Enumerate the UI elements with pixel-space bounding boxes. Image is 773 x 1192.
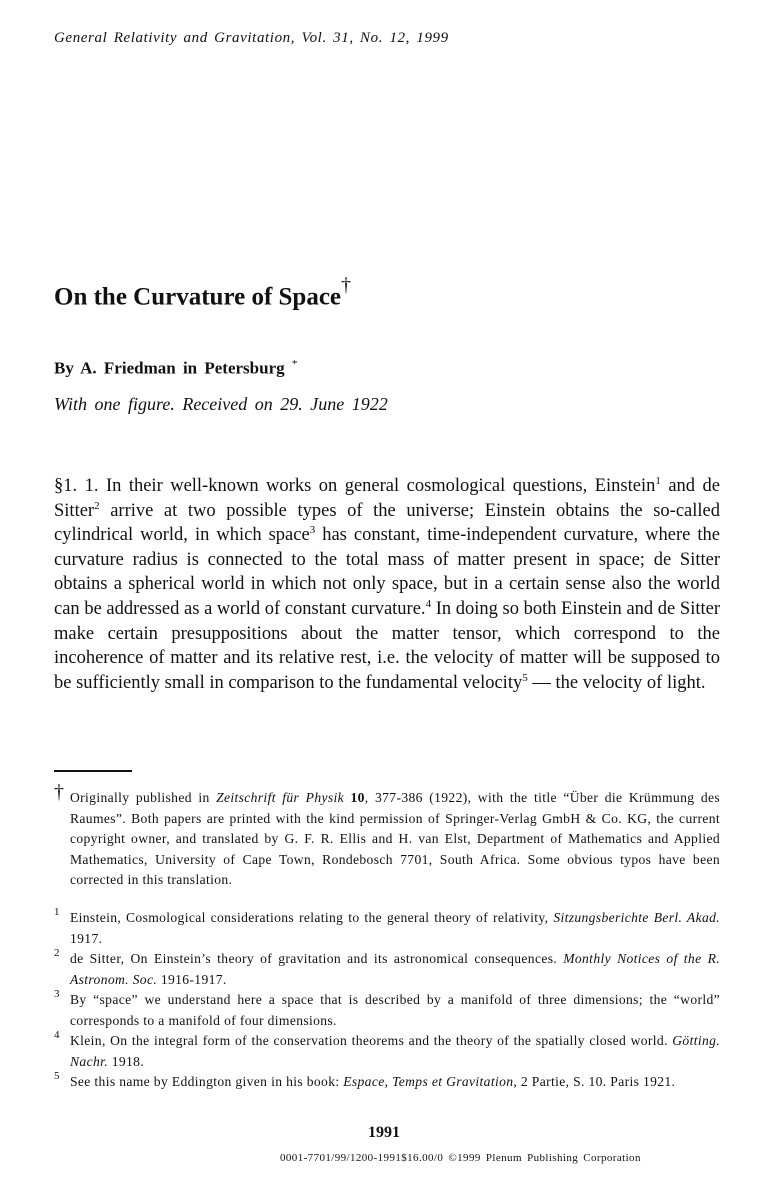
footnote-mark: 4	[54, 1029, 60, 1041]
author-byline	[54, 358, 297, 379]
title-text: On the Curvature of Space	[54, 283, 342, 311]
footnote-source: Götting. Nachr.	[70, 1033, 720, 1069]
body-text: §1. 1. In their well-known works on general cosmological questions, Einstein	[54, 476, 656, 496]
footnote-mark: 5	[54, 1070, 60, 1082]
author-text: By A. Friedman in Petersburg	[54, 358, 285, 378]
footnote-text: Klein, On the integral form of the conservation theorems and the theory of the spatially closed world.	[70, 1033, 673, 1048]
body-text: — the velocity of light.	[527, 672, 706, 693]
body-text: In doing so both Einstein and de Sitter make certain presuppositions about the matter tensor, which correspond to the incoherence of matter and its relative rest, i.e. the velocity of matter will be supposed to be sufficiently small in comparison to the fundamental velocity	[54, 598, 720, 693]
received-line: With one figure. Received on 29. June 1922	[54, 394, 388, 414]
footnote-text: 1916-1917.	[157, 971, 227, 987]
footnote-text: Einstein, Cosmological considerations relating to the general theory of relativity,	[70, 910, 554, 925]
footnote-1	[54, 908, 720, 949]
footnote-mark: 3	[54, 988, 60, 1000]
footnote-3	[54, 990, 720, 1031]
body-text: and de Sitter	[54, 476, 720, 521]
footnote-text: , 377-386 (1922), with the title “Über die Krümmung des Raumes”. Both papers are printed with the kind permission of Springer-Verlag GmbH & Co. KG, the current copyright owner, and translated by G. F. R. Ellis and H. van Elst, Department of Mathematics and Applied Mathematics, University of Cape Town, Rondebosch 7701, South Africa. Some obvious typos have been corrected in this translation.	[70, 790, 721, 888]
page-number: 1991	[368, 1124, 400, 1141]
footnote-2	[54, 949, 720, 990]
footnote-source: Sitzungsberichte Berl. Akad.	[553, 910, 720, 925]
footnote-ref: 2	[94, 499, 100, 512]
footnote-text: de Sitter, On Einstein’s theory of gravitation and its astronomical consequences.	[70, 951, 564, 966]
footnote-text: 1918.	[107, 1053, 145, 1069]
footnote-ref: 5	[522, 671, 528, 684]
footnote-5	[54, 1072, 720, 1093]
article-title	[54, 274, 352, 311]
title-dagger-mark: †	[341, 274, 352, 296]
footnote-4	[54, 1031, 720, 1072]
footnote-text: See this name by Eddington given in his book:	[70, 1074, 344, 1089]
footnote-mark: 1	[54, 906, 60, 918]
footnote-text: By “space” we understand here a space that is described by a manifold of three dimensions; the “world” corresponds to a manifold of four dimensions.	[70, 992, 720, 1028]
footnote-mark: 2	[54, 947, 60, 959]
footnote-mark: †	[54, 781, 65, 803]
footnote-source: Espace, Temps et Gravitation	[343, 1074, 514, 1089]
body-text: has constant, time-independent curvature, where the curvature radius is connected to the total mass of matter present in space; de Sitter obtains a spherical world in which not only space, but in a certain sense also the world can be addressed as a world of constant curvature.	[54, 525, 721, 619]
footnote-divider	[54, 770, 132, 772]
footnote-ref: 1	[655, 474, 661, 487]
body-text: arrive at two possible types of the universe; Einstein obtains the so-called cylindrical world, in which space	[54, 500, 720, 546]
footnote-dagger	[54, 781, 721, 891]
author-footnote-mark: *	[291, 358, 298, 370]
footnote-source: Monthly Notices of the R. Astronom. Soc.	[70, 951, 720, 987]
journal-header: General Relativity and Gravitation, Vol. 31, No. 12, 1999	[54, 30, 449, 46]
footnote-ref: 3	[309, 524, 316, 537]
copyright-line: 0001-7701/99/1200-1991$16.00/0 ©1999 Plenum Publishing Corporation	[280, 1152, 641, 1164]
footnote-text: , 2 Partie, S. 10. Paris 1921.	[513, 1074, 676, 1089]
footnote-text: Originally published in	[70, 790, 217, 805]
footnote-ref: 4	[425, 597, 432, 610]
footnote-journal: Zeitschrift für Physik	[216, 790, 345, 805]
body-paragraph	[54, 474, 720, 695]
footnote-text: 1917.	[70, 930, 103, 946]
footnote-volume: 10	[350, 790, 365, 805]
